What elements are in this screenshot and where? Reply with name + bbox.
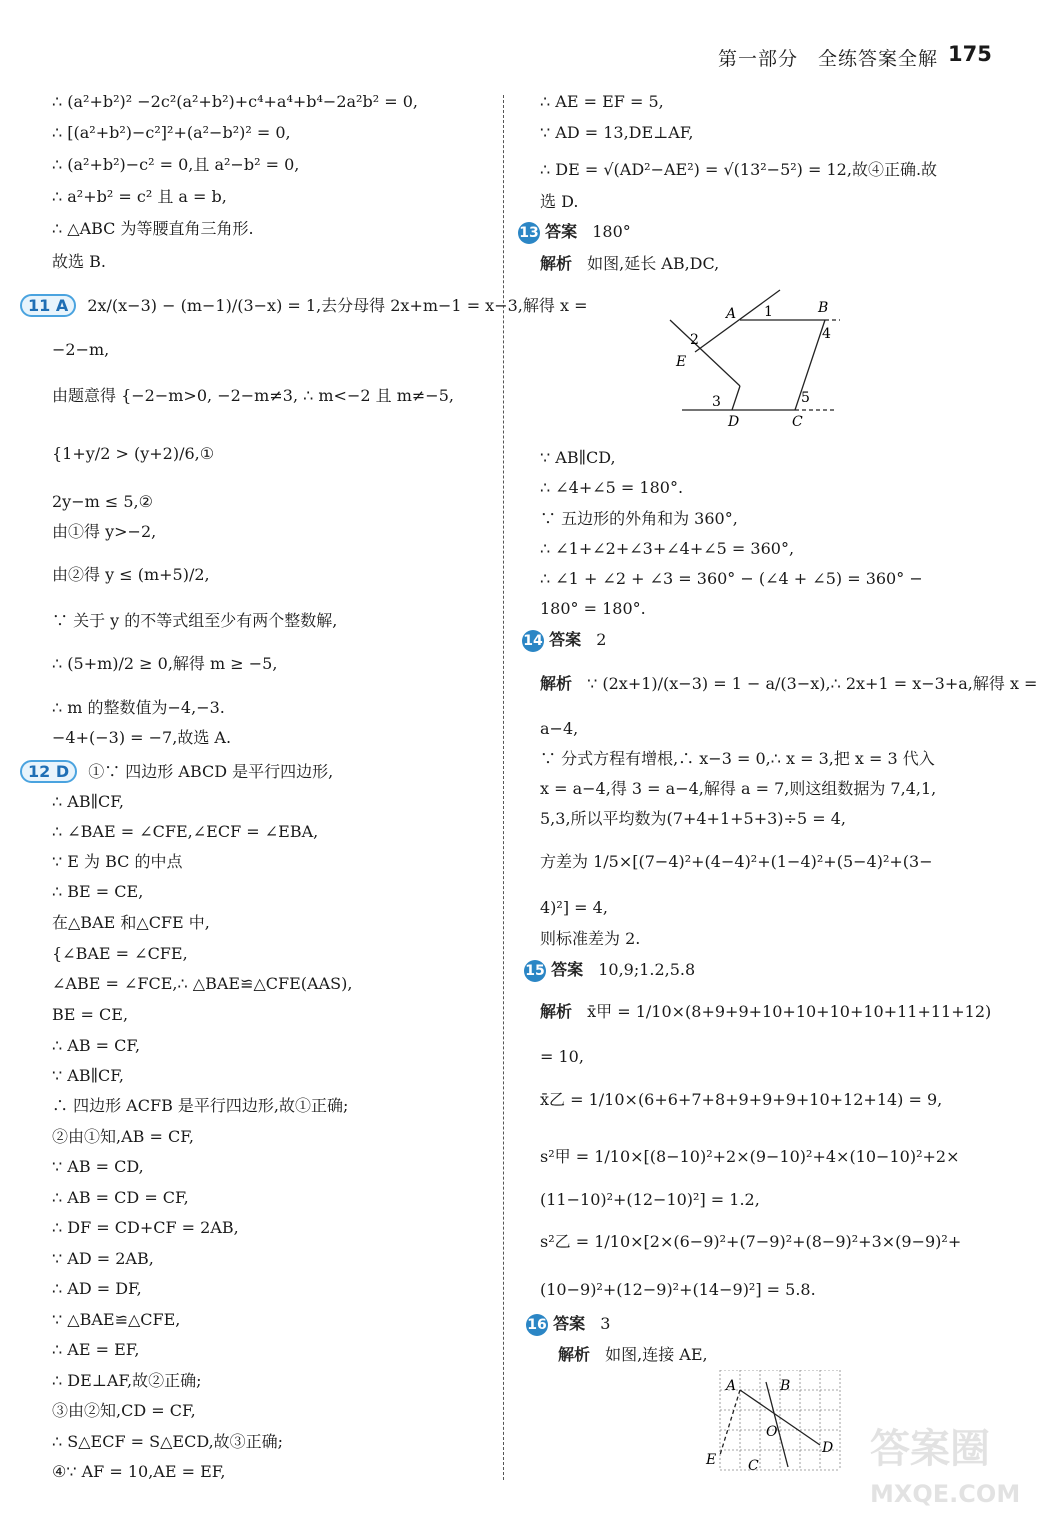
text-line: (10−9)²+(12−9)²+(14−9)²] = 5.8.: [540, 1280, 816, 1299]
text-line: 180°: [592, 222, 631, 241]
text-line: 在△BAE 和△CFE 中,: [52, 913, 210, 932]
text-line: ∵ 分式方程有增根,∴ x−3 = 0,∴ x = 3,把 x = 3 代入: [540, 749, 935, 768]
text-line: −4+(−3) = −7,故选 A.: [52, 728, 232, 747]
label-angle-1: 1: [764, 304, 773, 320]
text-line: s²乙 = 1/10×[2×(6−9)²+(7−9)²+(8−9)²+3×(9−9)²+: [540, 1232, 962, 1251]
label-E: E: [676, 354, 687, 370]
text-line: 方差为 1/5×[(7−4)²+(4−4)²+(1−4)²+(5−4)²+(3−: [540, 852, 933, 871]
label-angle-4: 4: [822, 326, 831, 342]
q11-line: [20, 294, 587, 317]
text-line: 如图,连接 AE,: [605, 1345, 708, 1364]
text-line: 180° = 180°.: [540, 599, 646, 618]
text-line: ∴ ∠BAE = ∠CFE,∠ECF = ∠EBA,: [52, 822, 319, 841]
text-line: 由①得 y>−2,: [52, 522, 157, 541]
text-line: s²甲 = 1/10×[(8−10)²+2×(9−10)²+4×(10−10)²+2×: [540, 1147, 960, 1166]
text-line: ∵ AD = 13,DE⊥AF,: [540, 123, 694, 142]
page-number: 175: [948, 42, 992, 66]
q12-line: [20, 760, 333, 783]
text-line: ∵ E 为 BC 的中点: [52, 852, 183, 871]
line-bc: [795, 320, 825, 410]
analysis-label: 解析: [540, 674, 573, 693]
segment-d: [732, 386, 740, 410]
q14-answer-line: [522, 630, 606, 652]
text-line: ②由①知,AB = CF,: [52, 1127, 194, 1146]
text-line: −2−m,: [52, 340, 110, 359]
text-line: ①∵ 四边形 ABCD 是平行四边形,: [88, 762, 334, 781]
text-line: BE = CE,: [52, 1005, 129, 1024]
text-line: ③由②知,CD = CF,: [52, 1401, 196, 1420]
text-line: ∴ AB = CD = CF,: [52, 1188, 189, 1207]
analysis-label: 解析: [540, 1002, 573, 1021]
text-line: ∴ (5+m)/2 ≥ 0,解得 m ≥ −5,: [52, 654, 278, 673]
text-line: 4)²] = 4,: [540, 898, 608, 917]
label-B: B: [818, 300, 829, 316]
text-line: ∴ ∠1+∠2+∠3+∠4+∠5 = 360°,: [540, 539, 795, 558]
text-line: 5,3,所以平均数为(7+4+1+5+3)÷5 = 4,: [540, 809, 846, 828]
text-line: ∴ DF = CD+CF = 2AB,: [52, 1218, 239, 1237]
text-line: ∵ (2x+1)/(x−3) = 1 − a/(3−x),∴ 2x+1 = x−3+a,解得 x =: [587, 674, 1038, 693]
page-header: [0, 40, 1043, 80]
analysis-label: 解析: [540, 254, 573, 273]
text-line: ∴ ∠4+∠5 = 180°.: [540, 478, 684, 497]
label-A: A: [726, 1378, 737, 1394]
text-line: (11−10)²+(12−10)²] = 1.2,: [540, 1190, 760, 1209]
text-line: ∠ABE = ∠FCE,∴ △BAE≌△CFE(AAS),: [52, 974, 353, 993]
answer-label: 答案: [551, 960, 584, 979]
text-line: {1+y/2 > (y+2)/6,①: [52, 444, 215, 463]
text-line: 故选 B.: [52, 252, 106, 271]
label-O: O: [766, 1424, 778, 1440]
line-ea-extended: [695, 290, 780, 352]
text-line: ∴ [(a²+b²)−c²]²+(a²−b²)² = 0,: [52, 123, 291, 142]
text-line: ∴ 四边形 ACFB 是平行四边形,故①正确;: [52, 1096, 349, 1115]
text-line: ∴ AD = DF,: [52, 1279, 142, 1298]
text-line: 3: [600, 1314, 611, 1333]
q15-answer-line: [524, 960, 695, 982]
text-line: ∴ DE = √(AD²−AE²) = √(13²−5²) = 12,故④正确.故: [540, 160, 938, 179]
q13-answer-line: [518, 222, 631, 244]
text-line: 则标准差为 2.: [540, 929, 641, 948]
text-line: 由题意得 {−2−m>0, −2−m≠3, ∴ m<−2 且 m≠−5,: [52, 386, 454, 405]
label-A: A: [726, 306, 737, 322]
label-angle-2: 2: [690, 332, 699, 348]
text-line: 选 D.: [540, 192, 579, 211]
header-title: 第一部分 全练答案全解: [718, 48, 939, 70]
text-line: ∴ (a²+b²)² −2c²(a²+b²)+c⁴+a⁴+b⁴−2a²b² = 0,: [52, 92, 418, 111]
text-line: ∵ AD = 2AB,: [52, 1249, 154, 1268]
text-line: ∵ △BAE≌△CFE,: [52, 1310, 181, 1329]
text-line: ∵ AB∥CF,: [52, 1066, 124, 1085]
label-C: C: [792, 414, 803, 430]
text-line: a−4,: [540, 719, 579, 738]
question-number-15: 15: [524, 960, 546, 982]
label-angle-3: 3: [712, 394, 721, 410]
pentagon-figure: [660, 286, 840, 431]
text-line: ④∵ AF = 10,AE = EF,: [52, 1462, 226, 1481]
text-line: ∴ m 的整数值为−4,−3.: [52, 698, 225, 717]
text-line: 2x/(x−3) − (m−1)/(3−x) = 1,去分母得 2x+m−1 = x−3,解得 x =: [87, 296, 588, 315]
text-line: ∵ AB∥CD,: [540, 448, 616, 467]
text-line: x̄乙 = 1/10×(6+6+7+8+9+9+9+10+12+14) = 9,: [540, 1090, 943, 1109]
text-line: ∴ ∠1 + ∠2 + ∠3 = 360° − (∠4 + ∠5) = 360° −: [540, 569, 923, 588]
line-ae: [720, 1390, 740, 1455]
question-number-16: 16: [526, 1314, 548, 1336]
text-line: ∴ DE⊥AF,故②正确;: [52, 1371, 202, 1390]
text-line: ∴ AE = EF = 5,: [540, 92, 664, 111]
answer-label: 答案: [553, 1314, 586, 1333]
answer-label: 答案: [549, 630, 582, 649]
question-badge-11: 11 A: [20, 294, 76, 317]
question-number-13: 13: [518, 222, 540, 244]
text-line: 2y−m ≤ 5,②: [52, 492, 153, 511]
label-B: B: [780, 1378, 791, 1394]
watermark: 答案圈 MXQE.COM: [870, 1426, 1021, 1508]
q16-answer-line: [526, 1314, 610, 1336]
text-line: x̄甲 = 1/10×(8+9+9+10+10+10+10+11+11+12): [587, 1002, 992, 1021]
text-line: ∴ AB∥CF,: [52, 792, 124, 811]
text-line: 10,9;1.2,5.8: [598, 960, 696, 979]
text-line: 2: [596, 630, 607, 649]
question-badge-12: 12 D: [20, 760, 77, 783]
analysis-label: 解析: [558, 1345, 591, 1364]
text-line: ∴ AE = EF,: [52, 1340, 140, 1359]
label-D: D: [728, 414, 740, 430]
text-line: ∴ AB = CF,: [52, 1036, 141, 1055]
line-ed-extended: [670, 320, 740, 386]
text-line: ∴ S△ECF = S△ECD,故③正确;: [52, 1432, 284, 1451]
label-angle-5: 5: [801, 390, 810, 406]
text-line: {∠BAE = ∠CFE,: [52, 944, 188, 963]
label-E: E: [706, 1452, 717, 1468]
text-line: 如图,延长 AB,DC,: [587, 254, 720, 273]
text-line: ∴ BE = CE,: [52, 882, 144, 901]
text-line: ∴ a²+b² = c² 且 a = b,: [52, 187, 227, 206]
text-line: x = a−4,得 3 = a−4,解得 a = 7,则这组数据为 7,4,1,: [540, 779, 937, 798]
label-C: C: [748, 1458, 759, 1474]
text-line: 由②得 y ≤ (m+5)/2,: [52, 565, 210, 584]
text-line: ∵ 关于 y 的不等式组至少有两个整数解,: [52, 611, 338, 630]
text-line: ∴ (a²+b²)−c² = 0,且 a²−b² = 0,: [52, 155, 300, 174]
text-line: = 10,: [540, 1047, 584, 1066]
grid-figure: [700, 1370, 845, 1475]
label-D: D: [822, 1440, 834, 1456]
answer-label: 答案: [545, 222, 578, 241]
text-line: ∵ AB = CD,: [52, 1157, 144, 1176]
text-line: ∴ △ABC 为等腰直角三角形.: [52, 219, 254, 238]
text-line: ∵ 五边形的外角和为 360°,: [540, 509, 738, 528]
question-number-14: 14: [522, 630, 544, 652]
